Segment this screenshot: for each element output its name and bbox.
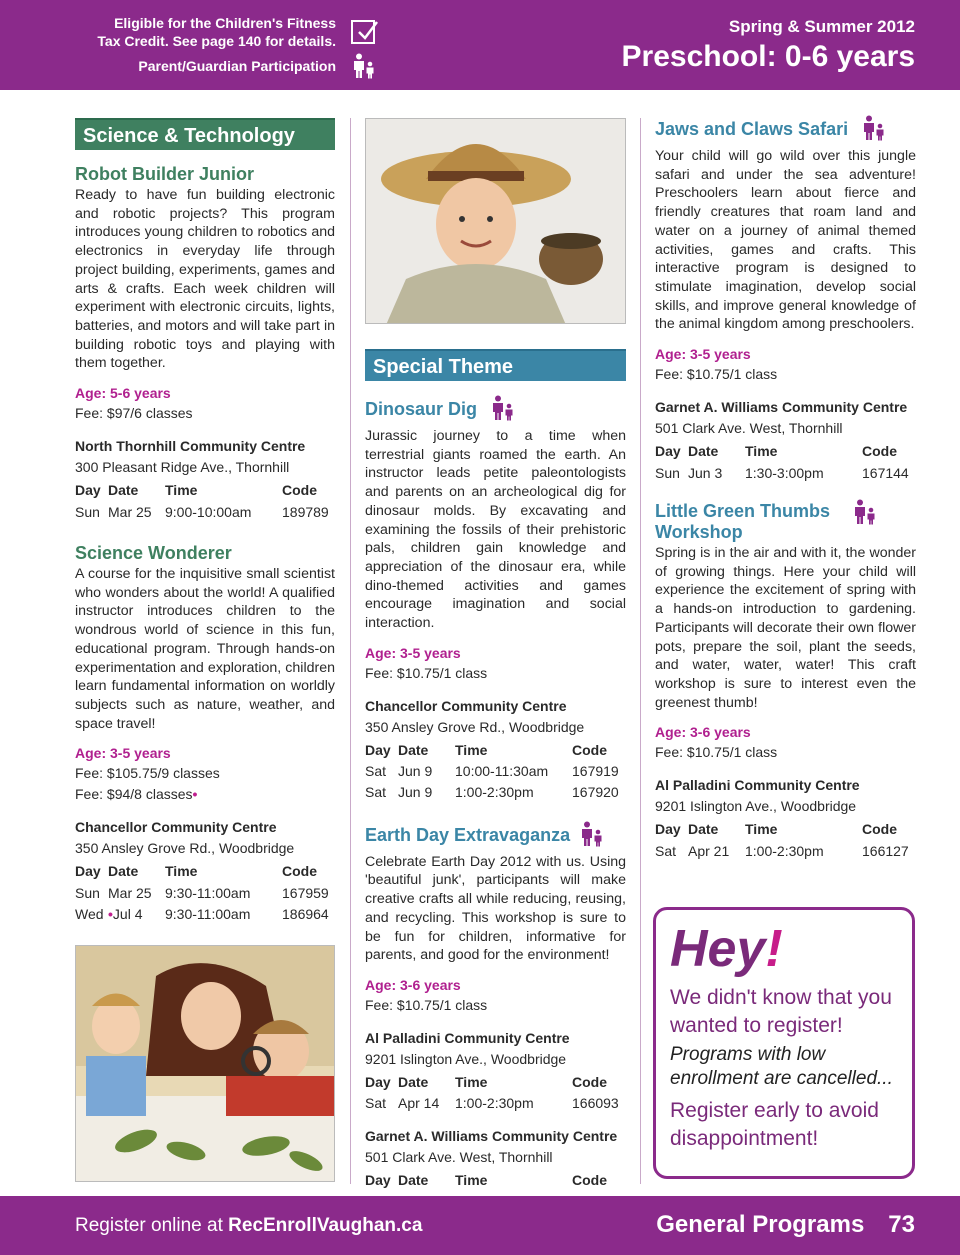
fee-label: Fee: $105.75/9 classes xyxy=(75,765,220,782)
page-title: Preschool: 0-6 years xyxy=(621,40,915,73)
cell-date: Apr 14 xyxy=(398,1095,440,1112)
centre-name: Garnet A. Williams Community Centre xyxy=(365,1127,618,1144)
schedule-table xyxy=(655,818,909,861)
col-header-date: Date xyxy=(398,1171,429,1188)
credit-line-1: Eligible for the Children's Fitness xyxy=(114,15,336,31)
cell-date: Mar 25 xyxy=(108,503,152,520)
cell-day: Sat xyxy=(655,842,677,859)
col-header-code: Code xyxy=(282,863,317,880)
cell-code[interactable]: 189789 xyxy=(282,503,329,520)
cell-day: Sun xyxy=(75,884,100,901)
column-right xyxy=(655,115,916,861)
section-title-science: Science & Technology xyxy=(75,118,335,150)
fee-label: Fee: $10.75/1 class xyxy=(365,664,488,681)
checkbox-icon xyxy=(351,20,375,44)
table-row xyxy=(365,782,619,803)
col-header-day: Day xyxy=(365,741,391,758)
family-icon xyxy=(351,53,375,84)
date-text: Jul 4 xyxy=(112,905,143,922)
program-title-text[interactable]: Jaws and Claws Safari xyxy=(655,119,849,139)
cell-date: Jun 9 xyxy=(398,763,433,780)
family-icon xyxy=(490,395,514,426)
table-row xyxy=(75,501,329,522)
family-icon xyxy=(852,499,876,530)
col-header-code: Code xyxy=(572,1171,607,1188)
col-header-date: Date xyxy=(688,443,719,460)
col-header-day: Day xyxy=(655,443,681,460)
cell-code[interactable]: 166127 xyxy=(862,842,909,859)
col-header-code: Code xyxy=(862,821,897,838)
cell-date xyxy=(108,903,165,924)
cell-time: 1:00-2:30pm xyxy=(745,842,824,859)
age-label: Age: 3-5 years xyxy=(365,644,461,661)
col-header-code: Code xyxy=(282,482,317,499)
column-science xyxy=(75,112,335,924)
centre-name: Chancellor Community Centre xyxy=(75,819,277,836)
centre-address: 501 Clark Ave. West, Thornhill xyxy=(655,420,843,437)
section-title-special: Special Theme xyxy=(365,349,626,381)
cell-day: Sat xyxy=(365,784,387,801)
fee-label: Fee: $97/6 classes xyxy=(75,405,193,422)
column-special xyxy=(365,349,626,1212)
program-title-text[interactable]: Earth Day Extravaganza xyxy=(365,824,571,845)
centre-address: 300 Pleasant Ridge Ave., Thornhill xyxy=(75,459,290,476)
table-row xyxy=(655,840,909,861)
register-early-callout xyxy=(653,907,915,1179)
col-header-code: Code xyxy=(572,1073,607,1090)
col-header-time: Time xyxy=(455,1073,488,1090)
new-date-dot-icon: • xyxy=(108,905,113,922)
cell-code[interactable]: 167920 xyxy=(572,784,619,801)
program-desc-jaws: Your child will go wild over this jungle safari and under the sea adventure! Preschoolers learn about fierce and friendly creatures that roam land and water on a journey of animal themed activities, games and crafts. This interactive program is designed to stimulate imagination, develop social skills, and improve general knowledge of the animal kingdom among preschoolers. xyxy=(655,148,916,333)
photo-boy-safari-hat xyxy=(365,118,626,324)
program-title-text[interactable]: Dinosaur Dig xyxy=(365,399,478,419)
centre-name: North Thornhill Community Centre xyxy=(75,438,306,455)
parent-participation-label: Parent/Guardian Participation xyxy=(138,58,336,74)
col-header-day: Day xyxy=(75,863,101,880)
schedule-table xyxy=(655,440,909,483)
cell-date: Mar 25 xyxy=(108,884,152,901)
callout-exclaim: ! xyxy=(765,920,783,978)
program-desc-dino: Jurassic journey to a time when terrestrial giants roamed the earth. An instructor leads petite paleontologists and parents on an archeological dig for dinosaur molds. By excavating and examining the fossils of their prehistoric pals, children gain knowledge and appreciation of the dinosaur era, while dino-themed activities and games encourage imagination and social interaction. xyxy=(365,428,626,632)
season-label: Spring & Summer 2012 xyxy=(728,17,915,36)
col-header-time: Time xyxy=(455,1171,488,1188)
cell-time: 10:00-11:30am xyxy=(455,763,549,780)
col-header-day: Day xyxy=(365,1073,391,1090)
schedule-table xyxy=(75,860,329,924)
centre-name: Garnet A. Williams Community Centre xyxy=(655,399,908,416)
age-label: Age: 3-5 years xyxy=(75,745,171,762)
callout-title xyxy=(670,920,898,978)
fee-label: Fee: $10.75/1 class xyxy=(365,996,488,1013)
cell-time: 9:30-11:00am xyxy=(165,905,251,922)
cell-code[interactable]: 167144 xyxy=(862,464,909,481)
footer-section-title: General Programs xyxy=(656,1211,865,1238)
schedule-table xyxy=(365,1071,619,1114)
page-header xyxy=(0,0,960,90)
schedule-table xyxy=(365,739,619,803)
cell-day: Sat xyxy=(365,1095,387,1112)
table-row xyxy=(365,1093,619,1114)
cell-day: Sun xyxy=(655,464,680,481)
cell-time: 1:00-2:30pm xyxy=(455,1095,534,1112)
cell-time: 1:30-3:00pm xyxy=(745,464,824,481)
cell-code[interactable]: 167919 xyxy=(572,763,619,780)
program-desc-wonderer: A course for the inquisitive small scientist who wonders about the world! A qualified instructor introduces children to the wondrous world of science in this fun, educational program. Through hands-on experimentation and exploration, children learn fundamental information on worldly subjects such as nature, weather, and space travel! xyxy=(75,566,335,732)
centre-address: 501 Clark Ave. West, Thornhill xyxy=(365,1148,553,1165)
cell-time: 1:00-2:30pm xyxy=(455,784,534,801)
col-header-date: Date xyxy=(108,863,139,880)
program-title-text[interactable]: Little Green Thumbs xyxy=(655,501,831,522)
program-desc-thumbs: Spring is in the air and with it, the wonder of growing things. Here your child will experience the excitement of spring with a hands-on introduction to gardening. Participants will decorate their own flower pots, prepare the soil, plant the seeds, and water, water, water! This craft workshop is sure to interest even the greenest thumb! xyxy=(655,545,916,711)
column-divider xyxy=(640,118,641,1184)
col-header-code: Code xyxy=(572,741,607,758)
program-title-dino xyxy=(365,395,626,426)
table-row xyxy=(75,882,329,903)
col-header-time: Time xyxy=(165,863,198,880)
cell-code[interactable]: 186964 xyxy=(282,905,329,922)
footer-section xyxy=(656,1211,915,1239)
cell-code[interactable]: 167959 xyxy=(282,884,329,901)
cell-time: 9:00-10:00am xyxy=(165,503,252,520)
col-header-code: Code xyxy=(862,443,897,460)
centre-name: Chancellor Community Centre xyxy=(365,697,567,714)
fee-label xyxy=(75,784,335,805)
fee-label: Fee: $10.75/1 class xyxy=(655,366,778,383)
col-header-date: Date xyxy=(398,1073,429,1090)
credit-line-2: Tax Credit. See page 140 for details. xyxy=(97,33,336,49)
callout-line-2: Programs with low enrollment are cancelled... xyxy=(670,1044,893,1089)
program-title-earth xyxy=(365,821,626,852)
new-date-dot-icon: • xyxy=(192,786,198,803)
col-header-day: Day xyxy=(655,821,681,838)
cell-code[interactable]: 166093 xyxy=(572,1095,619,1112)
centre-name: Al Palladini Community Centre xyxy=(365,1029,570,1046)
col-header-date: Date xyxy=(108,482,139,499)
centre-address: 350 Ansley Grove Rd., Woodbridge xyxy=(75,840,295,857)
cell-date: Jun 3 xyxy=(688,464,723,481)
centre-name: Al Palladini Community Centre xyxy=(655,777,860,794)
table-row xyxy=(365,761,619,782)
register-prefix: Register online at xyxy=(75,1215,229,1236)
table-row xyxy=(655,462,909,483)
callout-line-1: We didn't know that you wanted to register! xyxy=(670,986,892,1037)
program-desc-earth: Celebrate Earth Day 2012 with us. Using 'beautiful junk', participants will make creative crafts all while reducing, reusing, and recycling. This workshop is sure to be fun for children, informative for parents, and good for the environment! xyxy=(365,853,626,964)
callout-line-3: Register early to avoid disappointment! xyxy=(670,1099,879,1150)
age-label: Age: 3-5 years xyxy=(655,346,751,363)
register-online-text xyxy=(75,1215,422,1237)
cell-date: Apr 21 xyxy=(688,842,730,859)
callout-title-text: Hey xyxy=(670,920,766,978)
program-desc-robot: Ready to have fun building electronic and robotic projects? This program introduces young children to robotics and electronics in everyday life through project building, experiments, games and arts & crafts. Each week children will experiment with electronic circuits, lights, batteries, and motors and will take part in building robotic toys and playing with them together. xyxy=(75,187,335,372)
centre-address: 9201 Islington Ave., Woodbridge xyxy=(655,798,857,815)
schedule-table xyxy=(75,479,329,522)
col-header-day: Day xyxy=(75,482,101,499)
col-header-date: Date xyxy=(688,821,719,838)
program-title-thumbs xyxy=(655,501,916,543)
page-footer xyxy=(0,1196,960,1255)
col-header-time: Time xyxy=(165,482,198,499)
photo-children-magnifier xyxy=(75,945,335,1182)
family-icon xyxy=(861,115,885,146)
program-title-jaws xyxy=(655,115,916,146)
program-title-wonderer[interactable]: Science Wonderer xyxy=(75,543,232,564)
cell-time: 9:30-11:00am xyxy=(165,884,251,901)
centre-address: 9201 Islington Ave., Woodbridge xyxy=(365,1050,567,1067)
table-row xyxy=(75,903,329,924)
cell-day: Sat xyxy=(365,763,387,780)
cell-day: Sun xyxy=(75,503,100,520)
col-header-date: Date xyxy=(398,741,429,758)
age-label: Age: 3-6 years xyxy=(365,976,461,993)
cell-date: Jun 9 xyxy=(398,784,433,801)
program-title-robot[interactable]: Robot Builder Junior xyxy=(75,164,254,184)
fitness-credit-note xyxy=(36,14,336,50)
col-header-time: Time xyxy=(455,741,488,758)
col-header-time: Time xyxy=(745,443,778,460)
program-title-text[interactable]: Workshop xyxy=(655,522,743,543)
cell-day: Wed xyxy=(75,905,104,922)
register-link[interactable]: RecEnrollVaughan.ca xyxy=(228,1215,423,1236)
col-header-time: Time xyxy=(745,821,778,838)
age-label: Age: 5-6 years xyxy=(75,385,171,402)
family-icon xyxy=(579,821,603,852)
page-number: 73 xyxy=(888,1211,915,1238)
fee-text: Fee: $94/8 classes xyxy=(75,786,193,803)
col-header-day: Day xyxy=(365,1171,391,1188)
centre-address: 350 Ansley Grove Rd., Woodbridge xyxy=(365,718,585,735)
age-label: Age: 3-6 years xyxy=(655,724,751,741)
fee-label: Fee: $10.75/1 class xyxy=(655,744,778,761)
column-divider xyxy=(350,118,351,1184)
